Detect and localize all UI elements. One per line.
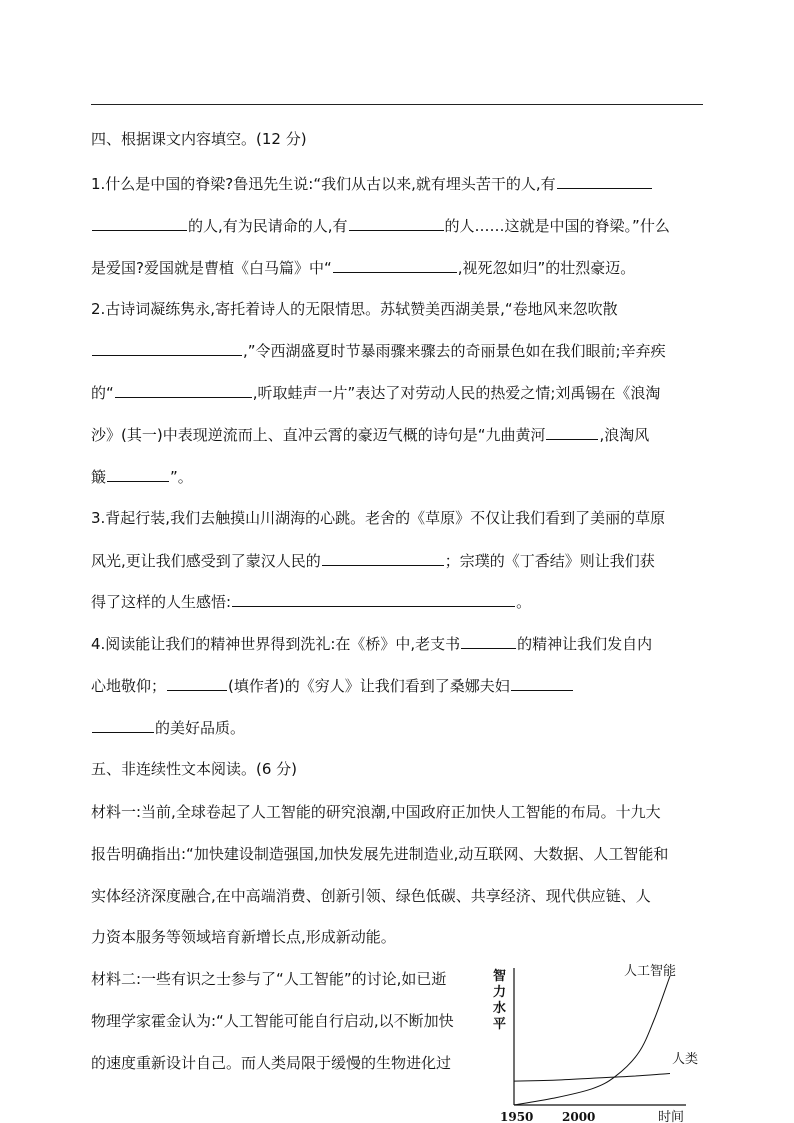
q1-line-2 (91, 215, 670, 236)
answer-blank[interactable] (461, 633, 516, 649)
q2-line-4 (91, 424, 649, 445)
q4-text-2a: 心地敬仰； (91, 677, 167, 695)
q1-text-2b: 的人……这就是中国的脊梁。”什么 (444, 217, 670, 235)
material-2-line: 材料二:一些有识之士参与了“人工智能”的讨论,如已逝 (91, 970, 447, 988)
q2-line-1: 2.古诗词凝练隽永,寄托着诗人的无限情思。苏轼赞美西湖美景,“卷地风来忽吹散 (91, 300, 618, 318)
material-1-line: 材料一:当前,全球卷起了人工智能的研究浪潮,中国政府正加快人工智能的布局。十九大 (91, 803, 661, 821)
series-label-human: 人类 (672, 1052, 698, 1067)
q1-text-3a: 是爱国?爱国就是曹植《白马篇》中“ (91, 259, 332, 277)
q2-text-2: ,”令西湖盛夏时节暴雨骤来骤去的奇丽景色如在我们眼前;辛弃疾 (243, 342, 666, 360)
answer-blank[interactable] (167, 675, 227, 691)
q2-text-4a: 沙》(其一)中表现逆流而上、直冲云霄的豪迈气概的诗句是“九曲黄河 (91, 426, 546, 444)
answer-blank[interactable] (511, 675, 573, 691)
q3-text-3a: 得了这样的人生感悟: (91, 593, 232, 611)
answer-blank[interactable] (107, 466, 169, 482)
q2-line-2 (91, 340, 666, 361)
q2-line-3 (91, 382, 660, 403)
answer-blank[interactable] (322, 550, 444, 566)
q3-line-1: 3.背起行装,我们去触摸山川湖海的心跳。老舍的《草原》不仅让我们看到了美丽的草原 (91, 509, 666, 527)
q3-line-2 (91, 550, 655, 571)
series-label-ai: 人工智能 (624, 964, 677, 979)
material-2-line: 的速度重新设计自己。而人类局限于缓慢的生物进化过 (91, 1054, 452, 1072)
material-1-line: 报告明确指出:“加快建设制造强国,加快发展先进制造业,动互联网、大数据、人工智能和 (91, 845, 669, 863)
answer-blank[interactable] (115, 382, 252, 398)
section-5-heading: 五、非连续性文本阅读。(6 分) (91, 760, 298, 778)
q4-line-3 (91, 717, 245, 738)
top-rule (91, 104, 703, 105)
q1-text-2a: 的人,有为民请命的人,有 (188, 217, 348, 235)
series-line-ai (514, 976, 670, 1105)
q3-text-2a: 风光,更让我们感受到了蒙汉人民的 (91, 552, 321, 570)
y-axis-label-char: 智 (493, 969, 507, 984)
section-4-heading: 四、根据课文内容填空。(12 分) (91, 130, 307, 148)
q1-text-1: 1.什么是中国的脊梁?鲁迅先生说:“我们从古以来,就有埋头苦干的人,有 (91, 175, 556, 193)
x-axis-label: 时间 (658, 1110, 685, 1123)
material-2-line: 物理学家霍金认为:“人工智能可能自行启动,以不断加快 (91, 1012, 454, 1030)
ai-vs-human-chart (488, 956, 698, 1123)
q1-line-1 (91, 173, 653, 194)
q4-text-3: 的美好品质。 (155, 719, 246, 737)
q2-text-5a: 簸 (91, 468, 107, 486)
q3-text-2b: ；宗璞的《丁香结》则让我们获 (444, 552, 655, 570)
series-line-human (514, 1074, 670, 1082)
answer-blank[interactable] (232, 591, 515, 607)
q1-text-3b: ,视死忽如归”的壮烈豪迈。 (457, 259, 636, 277)
q3-line-3 (91, 591, 531, 612)
answer-blank[interactable] (92, 215, 187, 231)
q2-line-5 (91, 466, 193, 487)
q1-line-3 (91, 257, 635, 278)
q2-text-5b: ”。 (170, 468, 193, 486)
x-tick-label: 1950 (500, 1110, 534, 1123)
y-axis-label-char: 平 (493, 1017, 507, 1032)
q2-text-3a: 的“ (91, 384, 114, 402)
y-axis-label-char: 水 (493, 1001, 507, 1016)
q2-text-3b: ,听取蛙声一片”表达了对劳动人民的热爱之情;刘禹锡在《浪淘 (252, 384, 661, 402)
answer-blank[interactable] (349, 215, 444, 231)
q2-text-4b: ,浪淘风 (599, 426, 650, 444)
answer-blank[interactable] (92, 717, 154, 733)
answer-blank[interactable] (546, 424, 598, 440)
x-tick-label: 2000 (562, 1110, 596, 1123)
material-1-line: 实体经济深度融合,在中高端消费、创新引领、绿色低碳、共享经济、现代供应链、人 (91, 887, 651, 905)
q4-line-1 (91, 633, 652, 654)
q3-text-3b: 。 (516, 593, 532, 611)
answer-blank[interactable] (92, 340, 242, 356)
answer-blank[interactable] (333, 257, 457, 273)
material-1-line: 力资本服务等领域培育新增长点,形成新动能。 (91, 928, 396, 946)
answer-blank[interactable] (557, 173, 652, 189)
y-axis-label-char: 力 (493, 985, 507, 1000)
q4-text-1a: 4.阅读能让我们的精神世界得到洗礼:在《桥》中,老支书 (91, 635, 461, 653)
q4-line-2 (91, 675, 574, 696)
q4-text-2b: (填作者)的《穷人》让我们看到了桑娜夫妇 (228, 677, 510, 695)
q4-text-1b: 的精神让我们发自内 (517, 635, 653, 653)
